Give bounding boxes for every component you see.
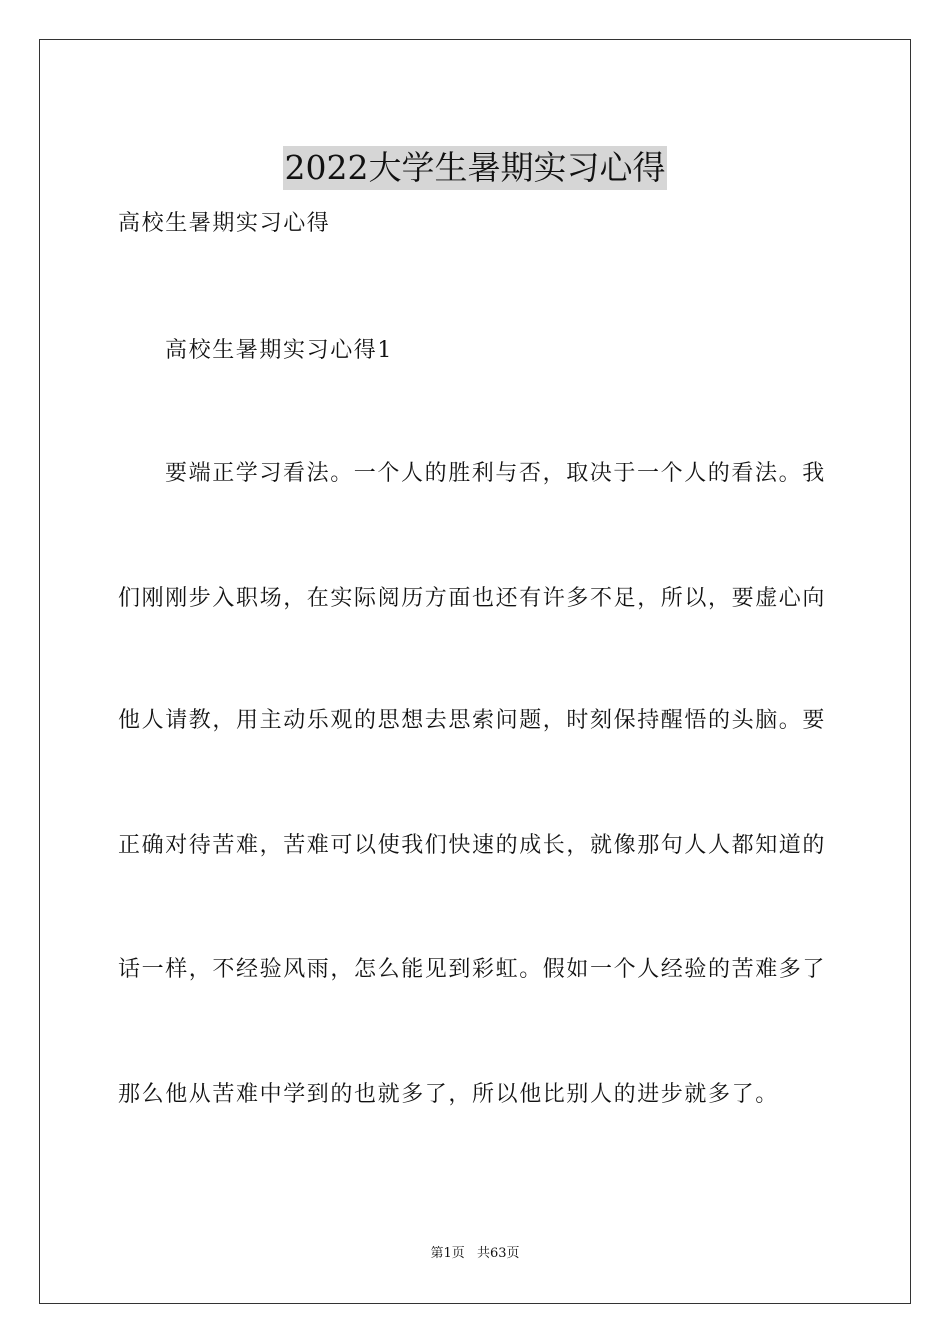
body-line: 正确对待苦难，苦难可以使我们快速的成长，就像那句人人都知道的	[118, 833, 827, 858]
body-line: 话一样，不经验风雨，怎么能见到彩虹。假如一个人经验的苦难多了	[118, 957, 827, 982]
section-heading: 高校生暑期实习心得1	[165, 338, 393, 363]
page-number: 第1页	[430, 1246, 465, 1261]
page-total: 共63页	[476, 1246, 520, 1261]
document-subtitle: 高校生暑期实习心得	[118, 211, 331, 236]
page-footer	[0, 1245, 950, 1263]
body-line: 那么他从苦难中学到的也就多了，所以他比别人的进步就多了。	[118, 1082, 779, 1107]
body-line: 要端正学习看法。一个人的胜利与否，取决于一个人的看法。我	[165, 461, 826, 486]
title-container	[0, 124, 950, 212]
body-line: 他人请教，用主动乐观的思想去思索问题，时刻保持醒悟的头脑。要	[118, 708, 827, 733]
body-line: 们刚刚步入职场，在实际阅历方面也还有许多不足，所以，要虚心向	[118, 586, 827, 611]
document-title: 2022大学生暑期实习心得	[283, 146, 668, 190]
